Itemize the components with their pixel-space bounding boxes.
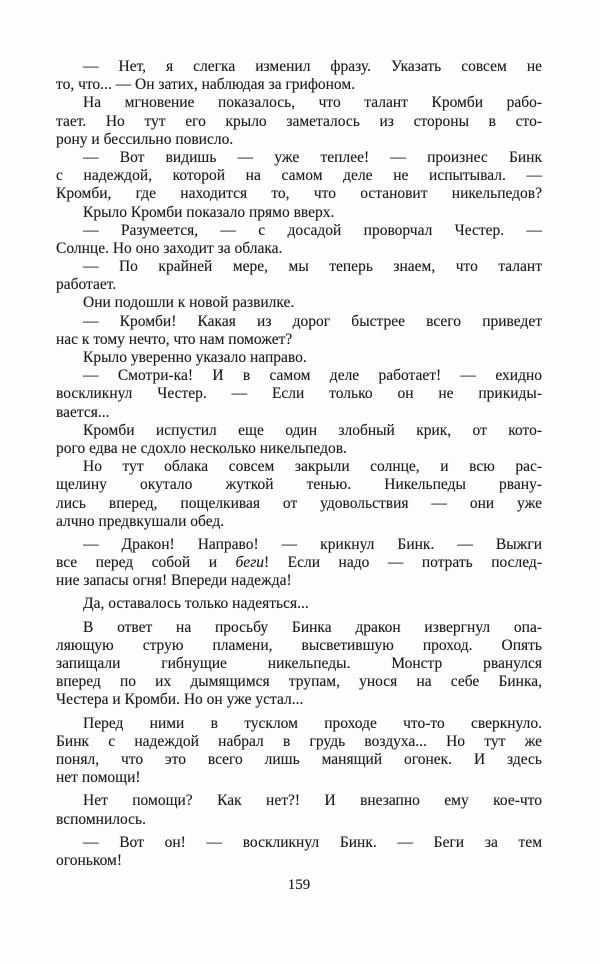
paragraph xyxy=(56,258,542,294)
text-line: с надеждой, которой на самом деле не испытывал. — xyxy=(56,167,542,185)
paragraph xyxy=(56,94,542,149)
paragraph xyxy=(56,422,542,458)
text-line: На мгновение показалось, что талант Кромби рабо- xyxy=(83,94,542,112)
text-line: ляющую струю пламени, высветившую проход. Опять xyxy=(56,636,542,654)
paragraph xyxy=(56,294,542,312)
text-line: Да, оставалось только надеяться... xyxy=(83,595,309,613)
emphasized-word: беги xyxy=(235,554,264,572)
paragraph xyxy=(56,792,542,828)
text-line: — Разумеется, — с досадой проворчал Честер. — xyxy=(83,221,542,239)
paragraph xyxy=(56,349,542,367)
text-line: то, что... — Он затих, наблюдая за грифоном. xyxy=(56,76,356,94)
text-line: — Дракон! Направо! — крикнул Бинк. — Выжги xyxy=(83,535,542,553)
text-line: запищали гибнущие никельпеды. Монстр рванулся xyxy=(56,655,542,672)
text-line: — Смотри-ка! И в самом деле работает! — ехидно xyxy=(83,367,542,385)
paragraph xyxy=(56,595,542,613)
paragraph xyxy=(56,149,542,204)
text-line: алчно предвкушали обед. xyxy=(56,512,225,530)
text-line: ние запасы огня! Впереди надежда! xyxy=(56,572,292,590)
text-line xyxy=(56,554,542,572)
text-block xyxy=(56,58,542,870)
paragraph xyxy=(56,204,542,222)
page-number: 159 xyxy=(287,877,311,893)
paragraph xyxy=(56,367,542,422)
text-line: лись вперед, пощелкивая от удовольствия — они уже xyxy=(56,494,542,512)
paragraph xyxy=(56,222,542,258)
text-line: огоньком! xyxy=(56,851,123,869)
text-line: Крыло уверенно указало направо. xyxy=(83,349,307,366)
text-line: вперед по их дымящимся трупам, унося на себе Бинка, xyxy=(56,673,542,691)
text-line: нас к тому нечто, что нам поможет? xyxy=(56,330,293,348)
text-line: Солнце. Но оно заходит за облака. xyxy=(56,239,283,257)
paragraph xyxy=(56,458,542,531)
text-line: вается... xyxy=(56,403,110,421)
text-line: воскликнул Честер. — Если только он не прикиды- xyxy=(56,385,542,403)
text-line: щелину окутало жуткой тенью. Никельпеды рвану- xyxy=(56,476,542,494)
text-line: Честера и Кромби. Но он уже устал... xyxy=(56,691,304,709)
text-line: рого едва не сдохло несколько никельпедов. xyxy=(56,439,347,457)
text-line: работает. xyxy=(56,276,117,294)
text-line: Перед ними в тусклом проходе что-то сверкнуло. xyxy=(83,714,542,732)
text-line: Нет помощи? Как нет?! И внезапно ему кое-что xyxy=(83,792,542,810)
paragraph xyxy=(56,619,542,710)
text-line: Кромби испустил еще один злобный крик, от кото- xyxy=(83,421,542,439)
text-line: — Кромби! Какая из дорог быстрее всего приведет xyxy=(83,312,542,330)
text-line: тает. Но тут его крыло заметалось из стороны в сто- xyxy=(56,112,542,130)
text-line: — По крайней мере, мы теперь знаем, что талант xyxy=(83,258,542,276)
text-line: — Вот он! — воскликнул Бинк. — Беги за тем xyxy=(83,833,542,851)
text-segment: все перед собой и xyxy=(56,554,236,572)
text-line: нет помощи! xyxy=(56,769,141,787)
text-line: понял, что это всего лишь манящий огонек. И здесь xyxy=(56,750,542,768)
paragraph xyxy=(56,313,542,349)
paragraph xyxy=(56,834,542,870)
paragraph xyxy=(56,58,542,94)
text-line: Бинк с надеждой набрал в грудь воздуха... Но тут же xyxy=(56,732,542,750)
text-line: — Нет, я слегка изменил фразу. Указать совсем не xyxy=(83,58,542,75)
text-line: вспомнилось. xyxy=(56,810,146,828)
text-line: Кромби, где находится то, что остановит никельпедов? xyxy=(56,185,542,203)
text-segment: ! Если надо — потрать послед- xyxy=(264,554,542,572)
paragraph xyxy=(56,536,542,591)
text-line: В ответ на просьбу Бинка дракон извергнул опа- xyxy=(83,618,542,636)
text-line: Но тут облака совсем закрыли солнце, и всю рас- xyxy=(83,458,542,476)
text-line: Крыло Кромби показало прямо вверх. xyxy=(83,203,335,221)
text-line: рону и бессильно повисло. xyxy=(56,130,234,148)
paragraph xyxy=(56,715,542,788)
text-line: Они подошли к новой развилке. xyxy=(83,294,295,312)
text-line: — Вот видишь — уже теплее! — произнес Бинк xyxy=(83,148,542,166)
